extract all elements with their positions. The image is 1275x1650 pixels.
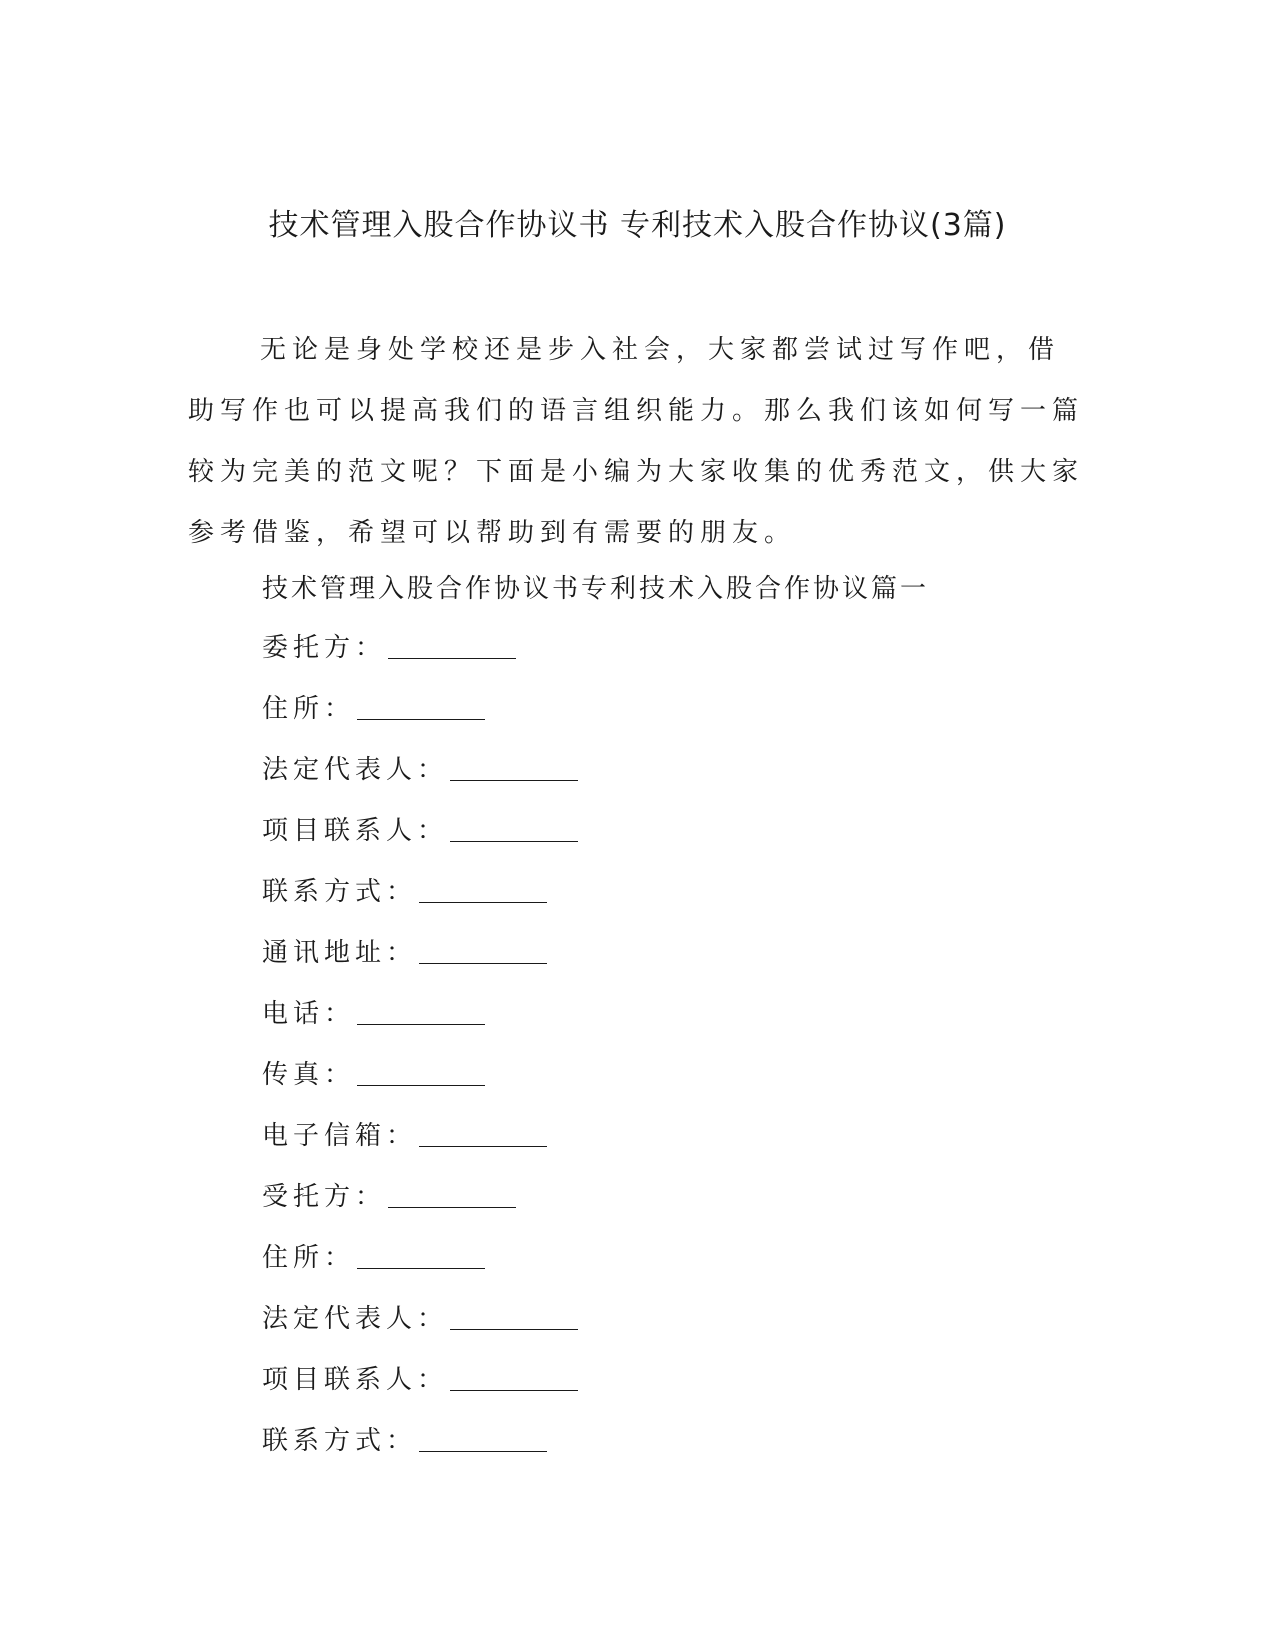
field-row bbox=[262, 1360, 578, 1421]
fill-in-blank bbox=[450, 1299, 578, 1330]
fill-in-blank bbox=[388, 1177, 516, 1208]
fill-in-blank bbox=[419, 1116, 547, 1147]
field-label: 受托方： bbox=[262, 1182, 387, 1212]
party-fields-list bbox=[262, 628, 578, 1482]
section-heading: 技术管理入股合作协议书专利技术入股合作协议篇一 bbox=[262, 574, 930, 604]
intro-paragraph: 无论是身处学校还是步入社会，大家都尝试过写作吧，借助写作也可以提高我们的语言组织能力。那么我们该如何写一篇较为完美的范文呢？下面是小编为大家收集的优秀范文，供大家参考借鉴，希望可以帮助到有需要的朋友。 bbox=[188, 335, 1085, 548]
field-label: 联系方式： bbox=[262, 877, 418, 907]
field-row bbox=[262, 1177, 578, 1238]
field-row bbox=[262, 994, 578, 1055]
fill-in-blank bbox=[419, 933, 547, 964]
field-row bbox=[262, 689, 578, 750]
field-label: 法定代表人： bbox=[262, 1304, 449, 1334]
field-label: 通讯地址： bbox=[262, 938, 418, 968]
fill-in-blank bbox=[357, 1055, 485, 1086]
field-label: 委托方： bbox=[262, 633, 387, 663]
fill-in-blank bbox=[450, 1360, 578, 1391]
fill-in-blank bbox=[357, 1238, 485, 1269]
fill-in-blank bbox=[357, 689, 485, 720]
field-row bbox=[262, 1421, 578, 1482]
field-row bbox=[262, 1299, 578, 1360]
field-row bbox=[262, 1055, 578, 1116]
field-row bbox=[262, 933, 578, 994]
field-label: 法定代表人： bbox=[262, 755, 449, 785]
field-label: 电子信箱： bbox=[262, 1121, 418, 1151]
field-label: 传真： bbox=[262, 1060, 356, 1090]
field-row bbox=[262, 811, 578, 872]
fill-in-blank bbox=[419, 1421, 547, 1452]
field-label: 项目联系人： bbox=[262, 816, 449, 846]
field-label: 项目联系人： bbox=[262, 1365, 449, 1395]
fill-in-blank bbox=[388, 628, 516, 659]
field-label: 住所： bbox=[262, 694, 356, 724]
field-label: 联系方式： bbox=[262, 1426, 418, 1456]
document-title: 技术管理入股合作协议书 专利技术入股合作协议(3篇) bbox=[268, 208, 1007, 243]
fill-in-blank bbox=[419, 872, 547, 903]
fill-in-blank bbox=[357, 994, 485, 1025]
field-row bbox=[262, 750, 578, 811]
field-label: 住所： bbox=[262, 1243, 356, 1273]
fill-in-blank bbox=[450, 811, 578, 842]
field-row bbox=[262, 872, 578, 933]
field-label: 电话： bbox=[262, 999, 356, 1029]
field-row bbox=[262, 1238, 578, 1299]
fill-in-blank bbox=[450, 750, 578, 781]
field-row bbox=[262, 628, 578, 689]
field-row bbox=[262, 1116, 578, 1177]
